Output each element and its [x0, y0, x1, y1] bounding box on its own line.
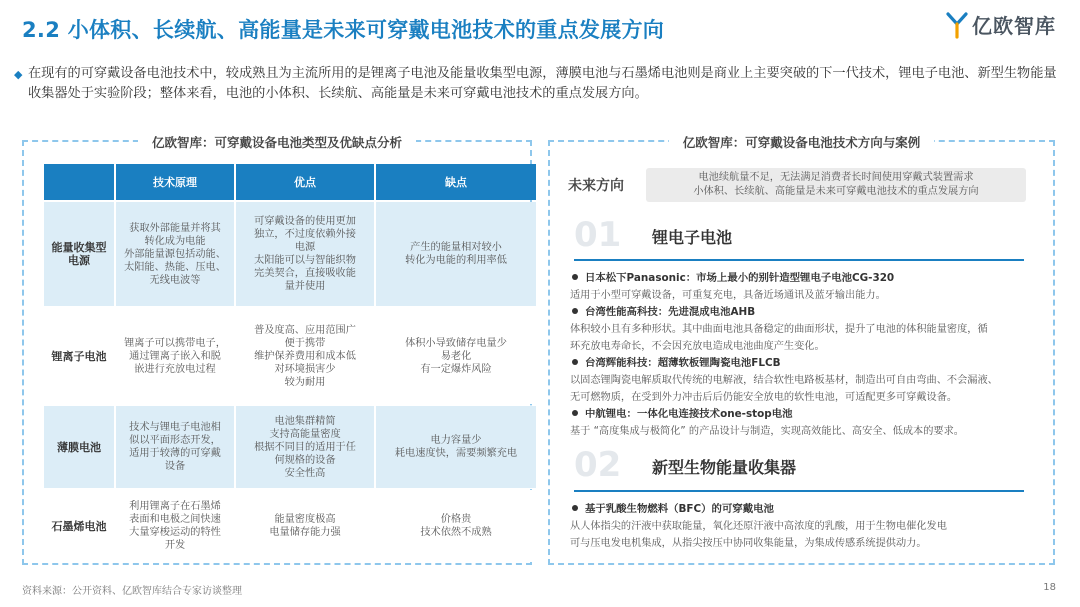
cell-line: 量并使用 — [284, 281, 326, 292]
cell-line: 电池集群精简 — [274, 415, 336, 427]
cell-line: 开发 — [164, 540, 186, 551]
cell-line: 获取外部能量并将其 — [129, 222, 221, 234]
section-divider — [574, 259, 1024, 261]
cell-line: 维护保养费用和成本低 — [254, 350, 356, 362]
case-description: 可与压电发电机集成，从指尖按压中协同收集能量，为集成传感系统提供动力。 — [570, 538, 927, 549]
table-row — [44, 308, 536, 404]
bullet-dot-icon — [572, 308, 578, 314]
cell-line: 表面和电极之间快速 — [129, 514, 221, 525]
bullet-dot-icon — [572, 274, 578, 280]
case-title: 台湾辉能科技：超薄软板锂陶瓷电池FLCB — [585, 357, 781, 369]
panel-title-right: 亿欧智库：可穿戴设备电池技术方向与案例 — [550, 132, 1053, 151]
cell-line: 体积小导致储存电量少 — [405, 337, 507, 349]
section-02-heading — [574, 445, 797, 485]
case-description: 基于 “高度集成与极简化” 的产品设计与制造，实现高效能比、高安全、低成本的要求。 — [570, 426, 964, 437]
case-description: 从人体指尖的汗液中获取能量，氧化还原汗液中高浓度的乳酸，用于生物电催化发电 — [570, 521, 947, 532]
cell-pros — [236, 490, 374, 562]
cell-pros — [236, 308, 374, 404]
row-header: 薄膜电池 — [44, 406, 114, 488]
case-title: 台湾性能高科技：先进混成电池AHB — [585, 306, 756, 318]
cell-line: 技术依然不成熟 — [420, 527, 492, 538]
intro-text: 在现有的可穿戴设备电池技术中，较成熟且为主流所用的是锂离子电池及能量收集型电源，薄膜电池与石墨烯电池则是商业上主要突破的下一代技术，锂电子电池、新型生物能量收集器处于实验阶段；整体来看，电池的小体积、长续航、高能量是未来可穿戴电池技术的重点发展方向。 — [28, 66, 1057, 101]
bullet-dot-icon — [572, 505, 578, 511]
battery-comparison-table — [42, 162, 538, 564]
case-description: 适用于小型可穿戴设备，可重复充电，具备近场通讯及蓝牙输出能力。 — [570, 290, 886, 301]
case-description: 以固态锂陶瓷电解质取代传统的电解液，结合软性电路板基材，制造出可自由弯曲、不会漏液、 — [570, 375, 998, 386]
cell-cons — [376, 406, 536, 488]
header-pros: 优点 — [236, 164, 374, 200]
row-header: 石墨烯电池 — [44, 490, 114, 562]
cell-line: 太阳能可以与智能织物 — [254, 255, 356, 266]
future-line: 电池续航量不足，无法满足消费者长时间使用穿戴式装置需求 — [698, 172, 974, 183]
cell-line: 电源 — [294, 242, 316, 253]
case-title: 基于乳酸生物燃料（BFC）的可穿戴电池 — [585, 503, 774, 515]
cell-line: 锂离子可以携带电子， — [124, 337, 226, 349]
case-heading — [570, 355, 1040, 372]
cell-line: 便于携带 — [284, 337, 326, 349]
cell-line: 对环境损害少 — [274, 363, 336, 375]
table-row — [44, 406, 536, 488]
panel-title-left: 亿欧智库：可穿戴设备电池类型及优缺点分析 — [24, 132, 530, 151]
header-blank-cell — [44, 164, 114, 200]
diamond-bullet-icon: ◆ — [14, 68, 23, 81]
cell-line: 普及度高、应用范围广 — [254, 324, 356, 336]
section-name: 新型生物能量收集器 — [652, 458, 797, 477]
bullet-dot-icon — [572, 359, 578, 365]
cell-line: 技术与锂电子电池相 — [129, 422, 221, 433]
table-header-row — [44, 164, 536, 200]
cell-line: 安全性高 — [284, 467, 326, 479]
cell-cons — [376, 308, 536, 404]
cell-principle — [116, 490, 234, 562]
case-heading — [570, 304, 1040, 321]
section-01-items — [570, 270, 1040, 440]
logo-mark-icon — [946, 11, 968, 39]
cell-principle — [116, 308, 234, 404]
cell-line: 电量储存能力强 — [269, 527, 341, 538]
battery-types-panel — [22, 135, 532, 565]
row-header: 能量收集型电源 — [44, 202, 114, 306]
cell-line: 独立，不过度依赖外接 — [254, 229, 356, 240]
section-number: 01 — [574, 215, 622, 255]
cell-cons — [376, 490, 536, 562]
cell-line: 有一定爆炸风险 — [420, 363, 492, 375]
intro-paragraph — [14, 64, 1058, 104]
cell-cons — [376, 202, 536, 306]
cell-line: 产生的能量相对较小 — [410, 242, 502, 253]
future-direction — [568, 168, 1026, 202]
cell-line: 无线电波等 — [149, 274, 201, 286]
future-label: 未来方向 — [568, 178, 624, 194]
case-description: 环充放电寿命长，不会因充放电造成电池曲度产生变化。 — [570, 341, 825, 352]
cell-line: 设备 — [164, 461, 186, 472]
cell-line: 外部能量源包括动能、 — [124, 248, 226, 260]
case-heading — [570, 406, 1040, 423]
future-box — [646, 168, 1026, 202]
page-title: 2.2 小体积、长续航、高能量是未来可穿戴电池技术的重点发展方向 — [22, 18, 665, 42]
cell-line: 较为耐用 — [284, 376, 326, 388]
future-line: 小体积、长续航、高能量是未来可穿戴电池技术的重点发展方向 — [693, 186, 979, 197]
section-number: 02 — [574, 445, 622, 485]
cell-line: 大量穿梭运动的特性 — [129, 527, 221, 538]
header-principle: 技术原理 — [116, 164, 234, 200]
case-heading — [570, 501, 1040, 518]
cell-line: 易老化 — [440, 350, 472, 362]
bullet-dot-icon — [572, 410, 578, 416]
tech-direction-panel — [548, 135, 1055, 565]
cell-line: 能量密度极高 — [274, 514, 336, 525]
cell-line: 支持高能量密度 — [269, 428, 341, 440]
cell-line: 何规格的设备 — [274, 454, 336, 466]
cell-line: 转化成为电能 — [144, 235, 206, 247]
cell-line: 电力容量少 — [430, 435, 482, 446]
case-title: 日本松下Panasonic：市场上最小的别针造型锂电子电池CG-320 — [585, 272, 895, 284]
cell-line: 太阳能、热能、压电、 — [124, 261, 226, 273]
cell-line: 嵌进行充放电过程 — [134, 363, 216, 375]
cell-principle — [116, 406, 234, 488]
table-row — [44, 490, 536, 562]
cell-principle — [116, 202, 234, 306]
section-01-heading — [574, 215, 733, 255]
case-title: 中航锂电：一体化电连接技术one-stop电池 — [585, 408, 793, 420]
cell-pros — [236, 202, 374, 306]
cell-line: 转化为电能的利用率低 — [405, 255, 507, 266]
table-row — [44, 202, 536, 306]
cell-line: 价格贵 — [440, 514, 472, 525]
logo-text: 亿欧智库 — [972, 14, 1056, 38]
cell-line: 耗电速度快，需要频繁充电 — [394, 448, 518, 459]
cell-line: 利用锂离子在石墨烯 — [129, 501, 221, 512]
section-name: 锂电子电池 — [652, 228, 733, 247]
cell-line: 似以平面形态开发， — [129, 435, 221, 446]
section-divider — [574, 490, 1024, 492]
cell-line: 通过锂离子嵌入和脱 — [129, 350, 221, 362]
case-description: 无可燃物质，在受到外力冲击后后仍能安全放电的软性电池，可适配更多可穿戴设备。 — [570, 392, 958, 403]
cell-line: 可穿戴设备的使用更加 — [254, 216, 356, 227]
page-number: 18 — [1043, 582, 1056, 593]
cell-pros — [236, 406, 374, 488]
source-note: 资料来源：公开资料、亿欧智库结合专家访谈整理 — [22, 586, 242, 597]
cell-line: 适用于较薄的可穿戴 — [129, 448, 221, 459]
cell-line: 完美契合，直接吸收能 — [254, 268, 356, 279]
row-header: 锂离子电池 — [44, 308, 114, 404]
cell-line: 根据不同目的适用于任 — [254, 441, 356, 453]
case-heading — [570, 270, 1040, 287]
logo — [946, 10, 1056, 39]
header-cons: 缺点 — [376, 164, 536, 200]
section-02-items — [570, 501, 1040, 552]
case-description: 体积较小且有多种形状。其中曲面电池具备稳定的曲面形状，提升了电池的体积能量密度，循 — [570, 324, 988, 335]
